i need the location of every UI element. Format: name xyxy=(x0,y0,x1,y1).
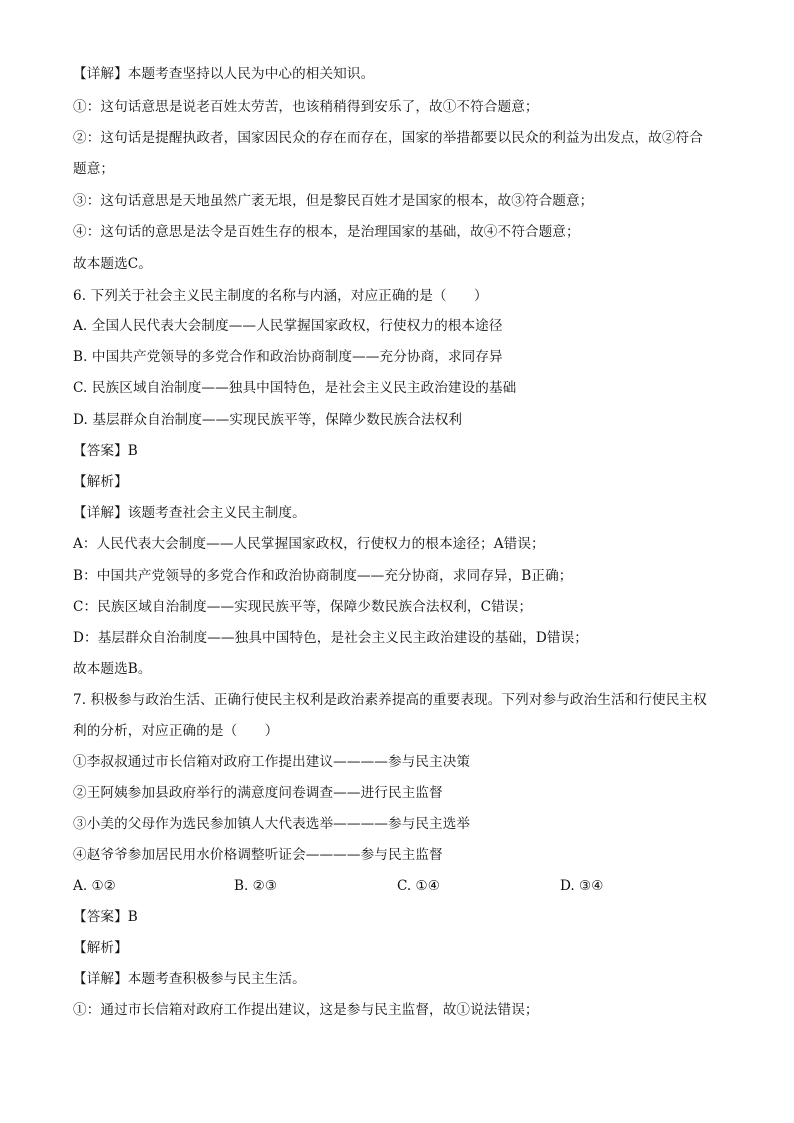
q5-detail-line-2: ①：这句话意思是说老百姓太劳苦，也该稍稍得到安乐了，故①不符合题意； xyxy=(73,99,539,115)
q6-option-b: B. 中国共产党领导的多党合作和政治协商制度——充分协商，求同存异 xyxy=(73,349,503,365)
q7-stem-line-1: 7. 积极参与政治生活、正确行使民主权利是政治素养提高的重要表现。下列对参与政治生活和行使民主权 xyxy=(73,692,707,708)
q7-detail-line-1: 【详解】本题考查积极参与民主生活。 xyxy=(73,971,306,987)
q6-detail-line-6: 故本题选B。 xyxy=(73,661,152,677)
q7-option-c: C. ①④ xyxy=(397,878,440,894)
q6-detail-line-5: D：基层群众自治制度——独具中国特色，是社会主义民主政治建设的基础，D错误； xyxy=(73,630,588,646)
q7-option-d: D. ③④ xyxy=(560,878,604,894)
q7-statement-1: ①李叔叔通过市长信箱对政府工作提出建议————参与民主决策 xyxy=(73,754,471,770)
q5-detail-line-3: ②：这句话是提醒执政者，国家因民众的存在而存在，国家的举措都要以民众的利益为出发点，故②符合 xyxy=(73,130,703,146)
q7-detail-line-2: ①：通过市长信箱对政府工作提出建议，这是参与民主监督，故①说法错误； xyxy=(73,1002,539,1018)
q6-analysis-heading: 【解析】 xyxy=(73,474,128,490)
q7-option-a: A. ①② xyxy=(73,878,116,894)
q7-statement-2: ②王阿姨参加县政府举行的满意度问卷调查——进行民主监督 xyxy=(73,785,443,801)
q6-answer: 【答案】B xyxy=(73,443,138,459)
q5-detail-line-4: 题意； xyxy=(73,161,115,177)
q5-detail-line-1: 【详解】本题考查坚持以人民为中心的相关知识。 xyxy=(73,66,375,82)
q6-option-c: C. 民族区域自治制度——独具中国特色，是社会主义民主政治建设的基础 xyxy=(73,380,517,396)
q7-options-row xyxy=(73,876,753,896)
q6-stem: 6. 下列关于社会主义民主制度的名称与内涵，对应正确的是（ ） xyxy=(73,288,488,304)
q6-option-a: A. 全国人民代表大会制度——人民掌握国家政权，行使权力的根本途径 xyxy=(73,318,503,334)
q6-detail-line-1: 【详解】该题考查社会主义民主制度。 xyxy=(73,505,306,521)
q6-detail-line-2: A：人民代表大会制度——人民掌握国家政权，行使权力的根本途径；A错误； xyxy=(73,536,545,552)
q6-option-d: D. 基层群众自治制度——实现民族平等，保障少数民族合法权利 xyxy=(73,412,463,428)
q7-stem-line-2: 利的分析，对应正确的是（ ） xyxy=(73,723,279,739)
q7-analysis-heading: 【解析】 xyxy=(73,940,128,956)
q7-statement-4: ④赵爷爷参加居民用水价格调整听证会————参与民主监督 xyxy=(73,847,443,863)
q6-detail-line-3: B：中国共产党领导的多党合作和政治协商制度——充分协商，求同存异，B正确； xyxy=(73,568,573,584)
q7-answer: 【答案】B xyxy=(73,909,138,925)
q6-detail-line-4: C：民族区域自治制度——实现民族平等，保障少数民族合法权利，C错误； xyxy=(73,599,533,615)
q5-detail-line-6: ④：这句话的意思是法令是百姓生存的根本，是治理国家的基础，故④不符合题意； xyxy=(73,224,580,240)
q5-detail-line-7: 故本题选C。 xyxy=(73,256,152,272)
q7-statement-3: ③小美的父母作为选民参加镇人大代表选举————参与民主选举 xyxy=(73,816,471,832)
q7-option-b: B. ②③ xyxy=(234,878,278,894)
q5-detail-line-5: ③：这句话意思是天地虽然广袤无垠，但是黎民百姓才是国家的根本，故③符合题意； xyxy=(73,193,594,209)
